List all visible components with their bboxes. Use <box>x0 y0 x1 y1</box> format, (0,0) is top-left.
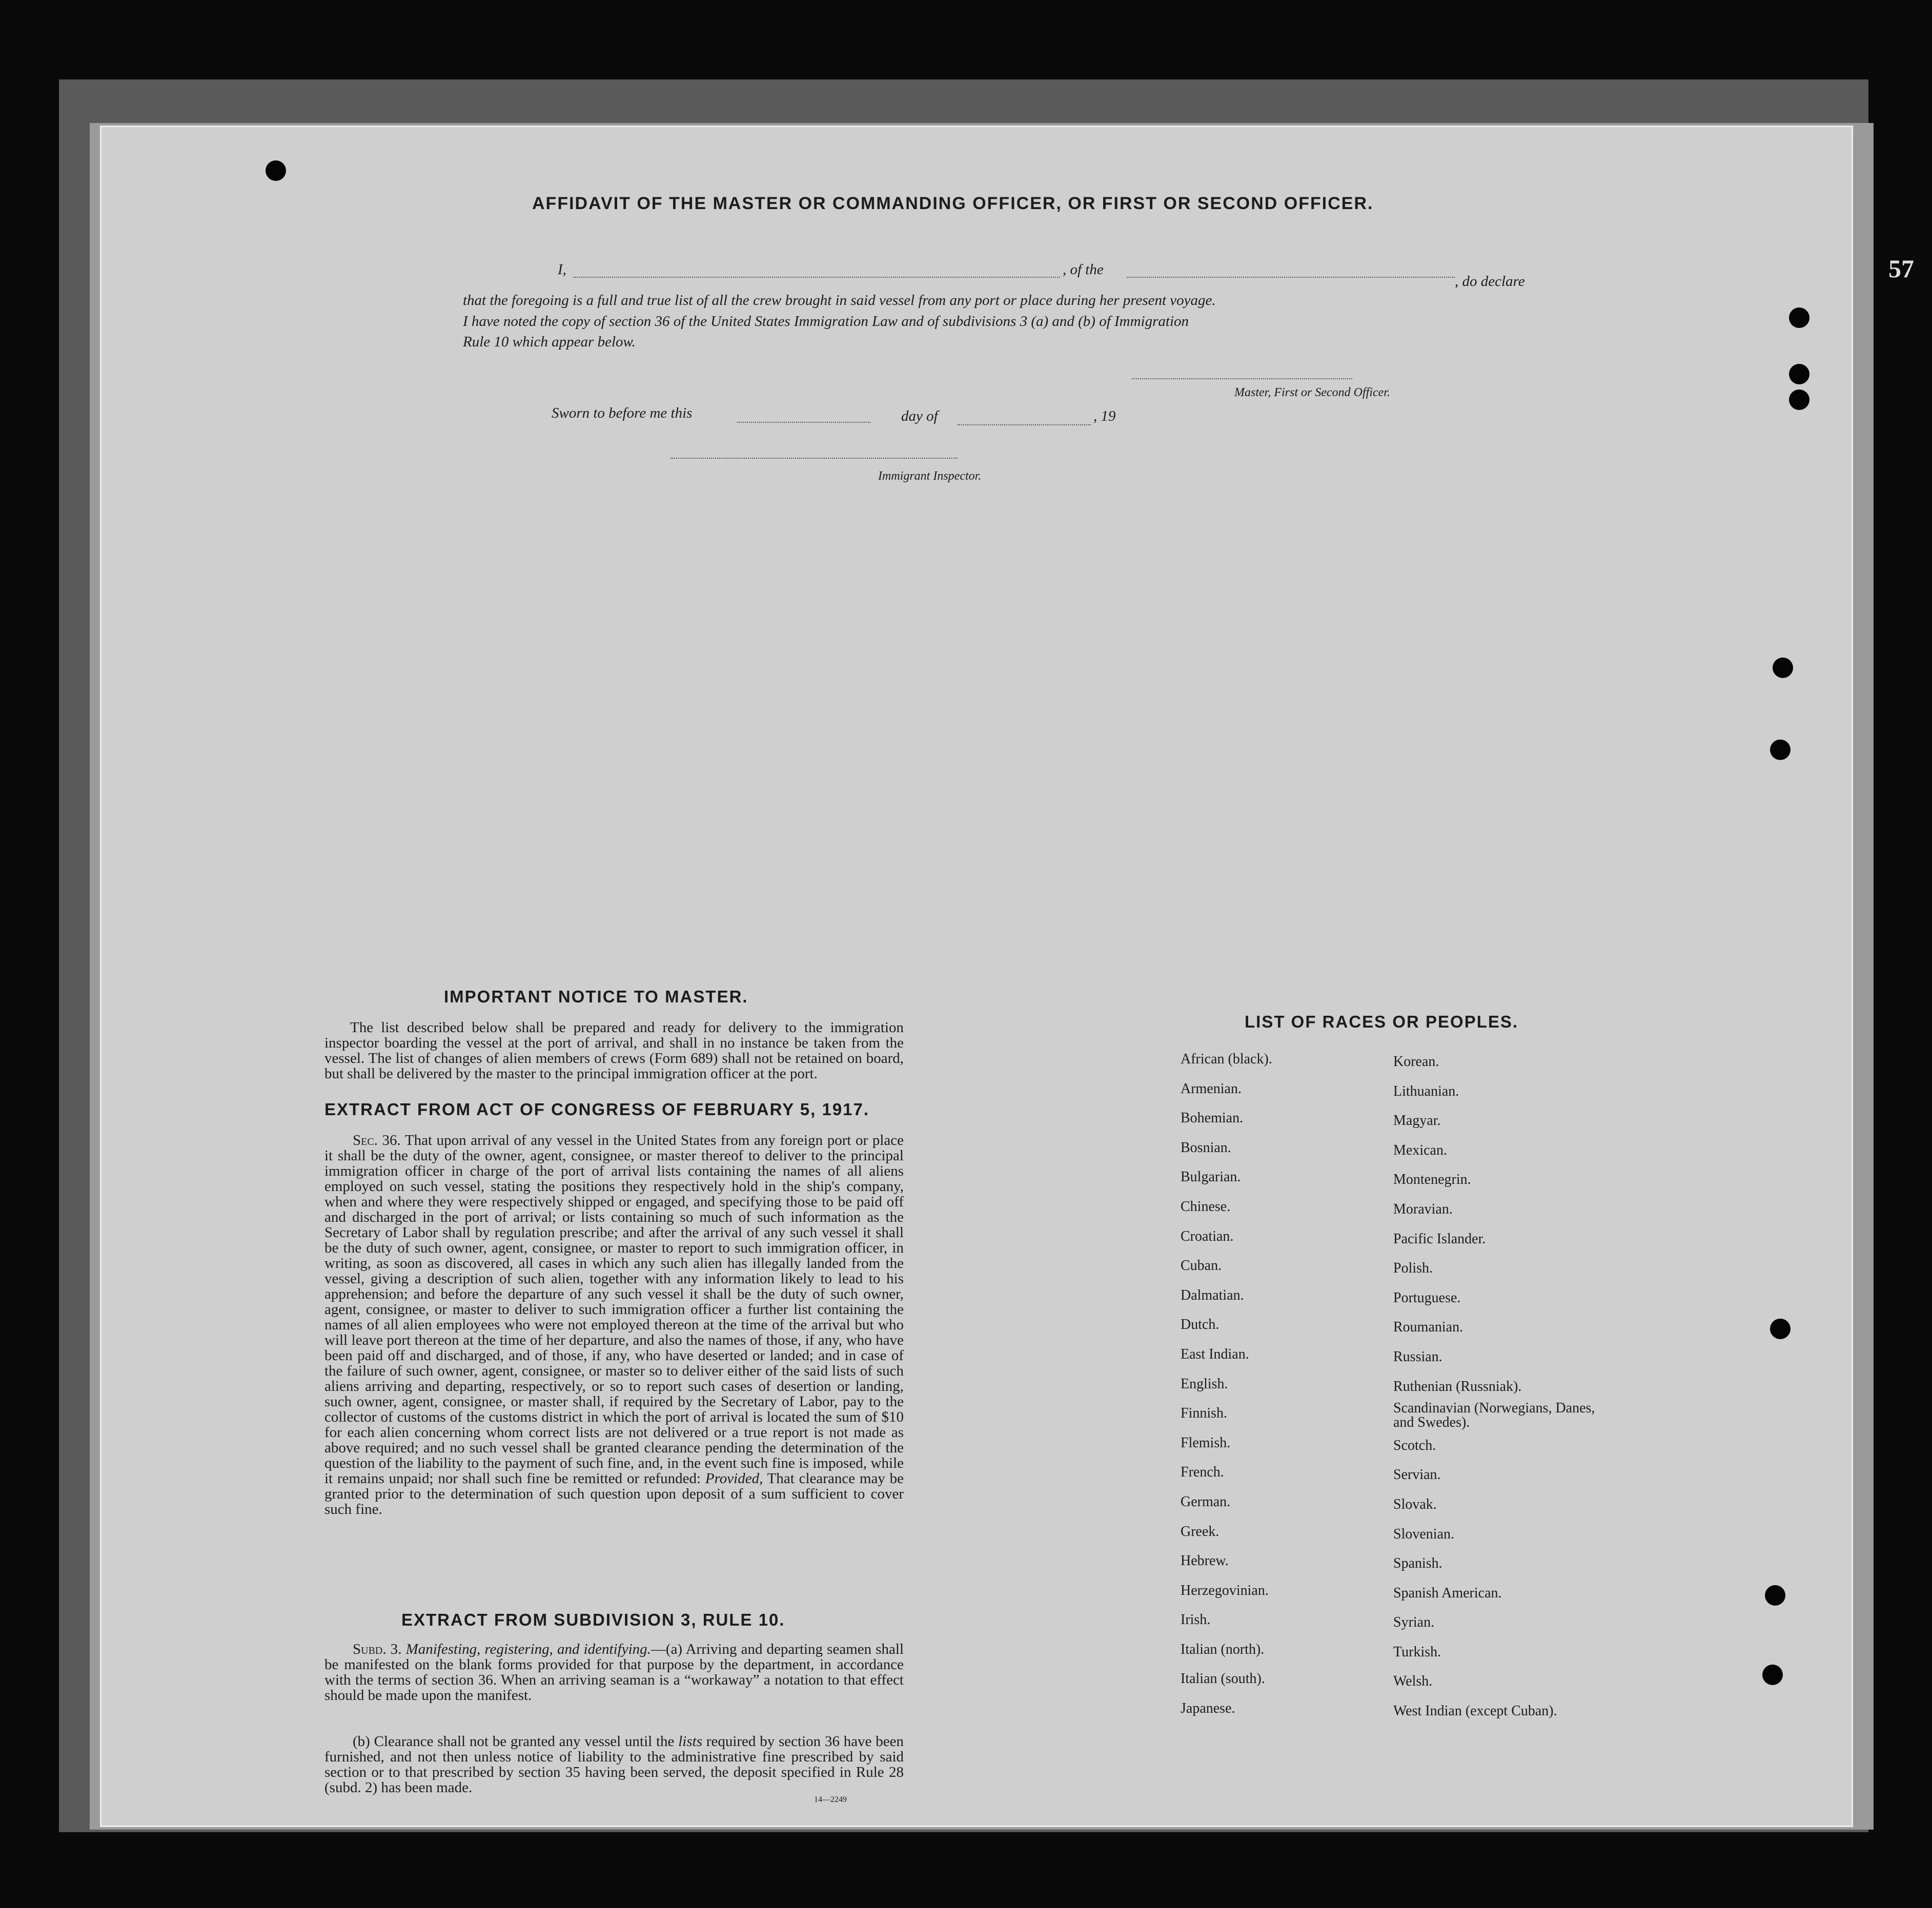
race-item: Ruthenian (Russniak). <box>1393 1378 1522 1394</box>
sworn-label: Sworn to before me this <box>552 405 693 421</box>
race-item: Lithuanian. <box>1393 1083 1459 1099</box>
race-item: Magyar. <box>1393 1113 1441 1129</box>
race-item: Dutch. <box>1181 1317 1219 1333</box>
act-provided-word: Provided, <box>705 1470 763 1487</box>
punch-hole <box>266 160 286 181</box>
race-item: Flemish. <box>1181 1434 1231 1451</box>
affidavit-line1-of-the: , of the <box>1063 261 1104 278</box>
races-left-column <box>1181 1044 1272 1724</box>
act-section-text: That upon arrival of any vessel in the United States from any foreign port or place it shall be the duty of the owner, agent, consignee, or master thereof to deliver to the principal immigration officer in charge of the port of arrival lists containing the names of all aliens employed on such vessel, stating the positions they respectively hold in the ship's company, when and where they were respectively shipped or engaged, and specifying those to be paid off and discharged in the port of arrival; or lists containing so much of such information as the Secretary of Labor shall by regulation prescribe; and after the arrival of any such vessel it shall be the duty of such owner, agent, consignee, or master to report to such immigration officer, in writing, as soon as discovered, all cases in which any such alien has illegally landed from the vessel, giving a description of such alien, together with any information likely to lead to his apprehension; and before the departure of any such vessel it shall be the duty of such owner, agent, consignee, or master to deliver to such immigration officer a further list containing the names of all alien employees who were not employed thereon at the time of the arrival but who will leave port thereon at the time of her departure, and also the names of those, if any, who have been paid off and discharged, and of those, if any, who have deserted or landed; and in case of the failure of such owner, agent, consignee, or master so to deliver either of the said lists of such aliens arriving and departing, respectively, or so to report such cases of desertion or landing, such owner, agent, consignee, or master shall, if required by the Secretary of Labor, pay to the collector of customs of the customs district in which the port of arrival is located the sum of $10 for each alien concerning whom correct lists are not delivered or a true report is not made as above required; and no such vessel shall be granted clearance pending the determination of the question of the liability to the payment of such fine, and, in the event such fine is imposed, while it remains unpaid; nor shall such fine be remitted or refunded: <box>324 1132 904 1487</box>
race-item: Irish. <box>1181 1612 1211 1628</box>
act-extract-body <box>324 1133 904 1517</box>
rule-subd-b <box>324 1734 904 1795</box>
master-signature-line[interactable] <box>1132 378 1352 379</box>
page-number: 57 <box>1888 254 1914 283</box>
affidavit-line3: I have noted the copy of section 36 of the United States Immigration Law and of subdivisions 3 (a) and (b) of Immigration <box>463 313 1189 330</box>
race-item: Montenegrin. <box>1393 1172 1471 1188</box>
race-item: Scotch. <box>1393 1437 1436 1453</box>
race-item: Russian. <box>1393 1348 1442 1365</box>
race-item: Croatian. <box>1181 1228 1234 1244</box>
race-item: Roumanian. <box>1393 1319 1463 1336</box>
race-item: Spanish. <box>1393 1555 1442 1572</box>
punch-hole <box>1789 307 1809 328</box>
notice-title: IMPORTANT NOTICE TO MASTER. <box>444 987 748 1006</box>
affidavit-line4: Rule 10 which appear below. <box>463 334 636 350</box>
rule-extract-title: EXTRACT FROM SUBDIVISION 3, RULE 10. <box>401 1610 785 1629</box>
race-item: Syrian. <box>1393 1614 1435 1631</box>
race-item: Moravian. <box>1393 1201 1453 1217</box>
race-item: Turkish. <box>1393 1644 1441 1660</box>
punch-hole <box>1762 1665 1783 1685</box>
punch-hole <box>1765 1585 1785 1606</box>
race-item: Greek. <box>1181 1523 1219 1540</box>
inspector-signature-line[interactable] <box>670 458 958 459</box>
notice-text: The list described below shall be prepared and ready for delivery to the immigration inspector boarding the vessel at the port of arrival, and shall in no instance be taken from the vessel. The list of changes of alien members of crews (Form 689) shall not be retained on board, but shall be delivered by the master to the principal immigration officer at the port. <box>324 1019 904 1082</box>
year-label: , 19 <box>1093 408 1116 424</box>
races-title: LIST OF RACES OR PEOPLES. <box>1245 1012 1519 1031</box>
act-section-text-end: That clearance may be granted prior to the determination of such question upon deposit of a sum sufficient to cover such fine. <box>324 1470 904 1517</box>
rule-subd-b-text2: required by section 36 have been furnished, and not then unless notice of liability to the administrative fine prescribed by said section or to that prescribed by section 35 having been served, the deposit specified in Rule 28 (subd. 2) has been made. <box>324 1733 904 1796</box>
race-item: Herzegovinian. <box>1181 1582 1269 1598</box>
race-item: Japanese. <box>1181 1700 1235 1717</box>
day-of-label: day of <box>901 408 938 424</box>
punch-hole <box>1789 389 1809 410</box>
race-item: Chinese. <box>1181 1198 1231 1215</box>
race-item: Armenian. <box>1181 1080 1242 1097</box>
race-item: German. <box>1181 1493 1231 1510</box>
name-blank[interactable] <box>573 277 1060 278</box>
sworn-blank[interactable] <box>737 422 870 423</box>
race-item: Portuguese. <box>1393 1289 1461 1306</box>
races-right-column <box>1393 1047 1609 1726</box>
rule-subd-heading: Manifesting, registering, and identifying. <box>405 1641 651 1657</box>
vessel-blank[interactable] <box>1127 277 1455 278</box>
race-item: Finnish. <box>1181 1405 1228 1422</box>
month-blank[interactable] <box>958 424 1091 425</box>
affidavit-line1-declare: , do declare <box>1455 273 1525 290</box>
race-item: Italian (south). <box>1181 1671 1265 1687</box>
race-item: Slovenian. <box>1393 1526 1454 1542</box>
form-number: 14—2249 <box>814 1795 847 1804</box>
affidavit-title: AFFIDAVIT OF THE MASTER OR COMMANDING OFFICER, OR FIRST OR SECOND OFFICER. <box>532 194 1374 213</box>
race-item: Servian. <box>1393 1467 1441 1483</box>
race-item: Dalmatian. <box>1181 1287 1244 1303</box>
race-item: Cuban. <box>1181 1258 1222 1274</box>
punch-hole <box>1789 364 1809 384</box>
act-extract-title: EXTRACT FROM ACT OF CONGRESS OF FEBRUARY 5, 1917. <box>324 1100 870 1119</box>
race-item: Bulgarian. <box>1181 1169 1241 1185</box>
race-item: African (black). <box>1181 1051 1272 1067</box>
rule-subd-b-text1: (b) Clearance shall not be granted any vessel until the <box>353 1733 675 1750</box>
punch-hole <box>1770 740 1791 760</box>
race-item: English. <box>1181 1376 1228 1392</box>
race-item: Korean. <box>1393 1054 1439 1070</box>
affidavit-line1-i: I, <box>558 261 566 278</box>
punch-hole <box>1770 1319 1791 1339</box>
affidavit-line2: that the foregoing is a full and true list of all the crew brought in said vessel from any port or place during her present voyage. <box>463 292 1216 309</box>
race-item: Bosnian. <box>1181 1139 1231 1156</box>
race-item: French. <box>1181 1464 1224 1481</box>
race-item: Pacific Islander. <box>1393 1230 1486 1247</box>
race-item: Scandinavian (Norwegians, Danes, and Swedes). <box>1393 1400 1595 1431</box>
punch-hole <box>1773 658 1793 678</box>
race-item: Welsh. <box>1393 1673 1433 1690</box>
race-item: East Indian. <box>1181 1346 1249 1362</box>
race-item: Bohemian. <box>1181 1110 1244 1126</box>
affidavit-sheet <box>100 126 1853 1827</box>
race-item: Mexican. <box>1393 1142 1447 1158</box>
rule-subd-label: Subd. 3. <box>353 1641 402 1657</box>
race-item: Italian (north). <box>1181 1641 1265 1657</box>
master-signature-label: Master, First or Second Officer. <box>1234 386 1390 399</box>
race-item: West Indian (except Cuban). <box>1393 1703 1557 1719</box>
race-item: Slovak. <box>1393 1496 1437 1512</box>
rule-subd-b-lists: lists <box>678 1733 702 1750</box>
race-item: Hebrew. <box>1181 1553 1229 1569</box>
inspector-label: Immigrant Inspector. <box>878 469 982 483</box>
race-item: Polish. <box>1393 1260 1433 1277</box>
rule-subd-a <box>324 1642 904 1703</box>
race-item: Spanish American. <box>1393 1585 1502 1601</box>
rule-subd-a-text: —(a) Arriving and departing seamen shall be manifested on the blank forms provided for that purpose by the department, in accordance with the terms of section 36. When an arriving seaman is a “workaway” a notation to that effect should be made upon the manifest. <box>324 1641 904 1704</box>
act-section-label: Sec. 36. <box>353 1132 401 1148</box>
